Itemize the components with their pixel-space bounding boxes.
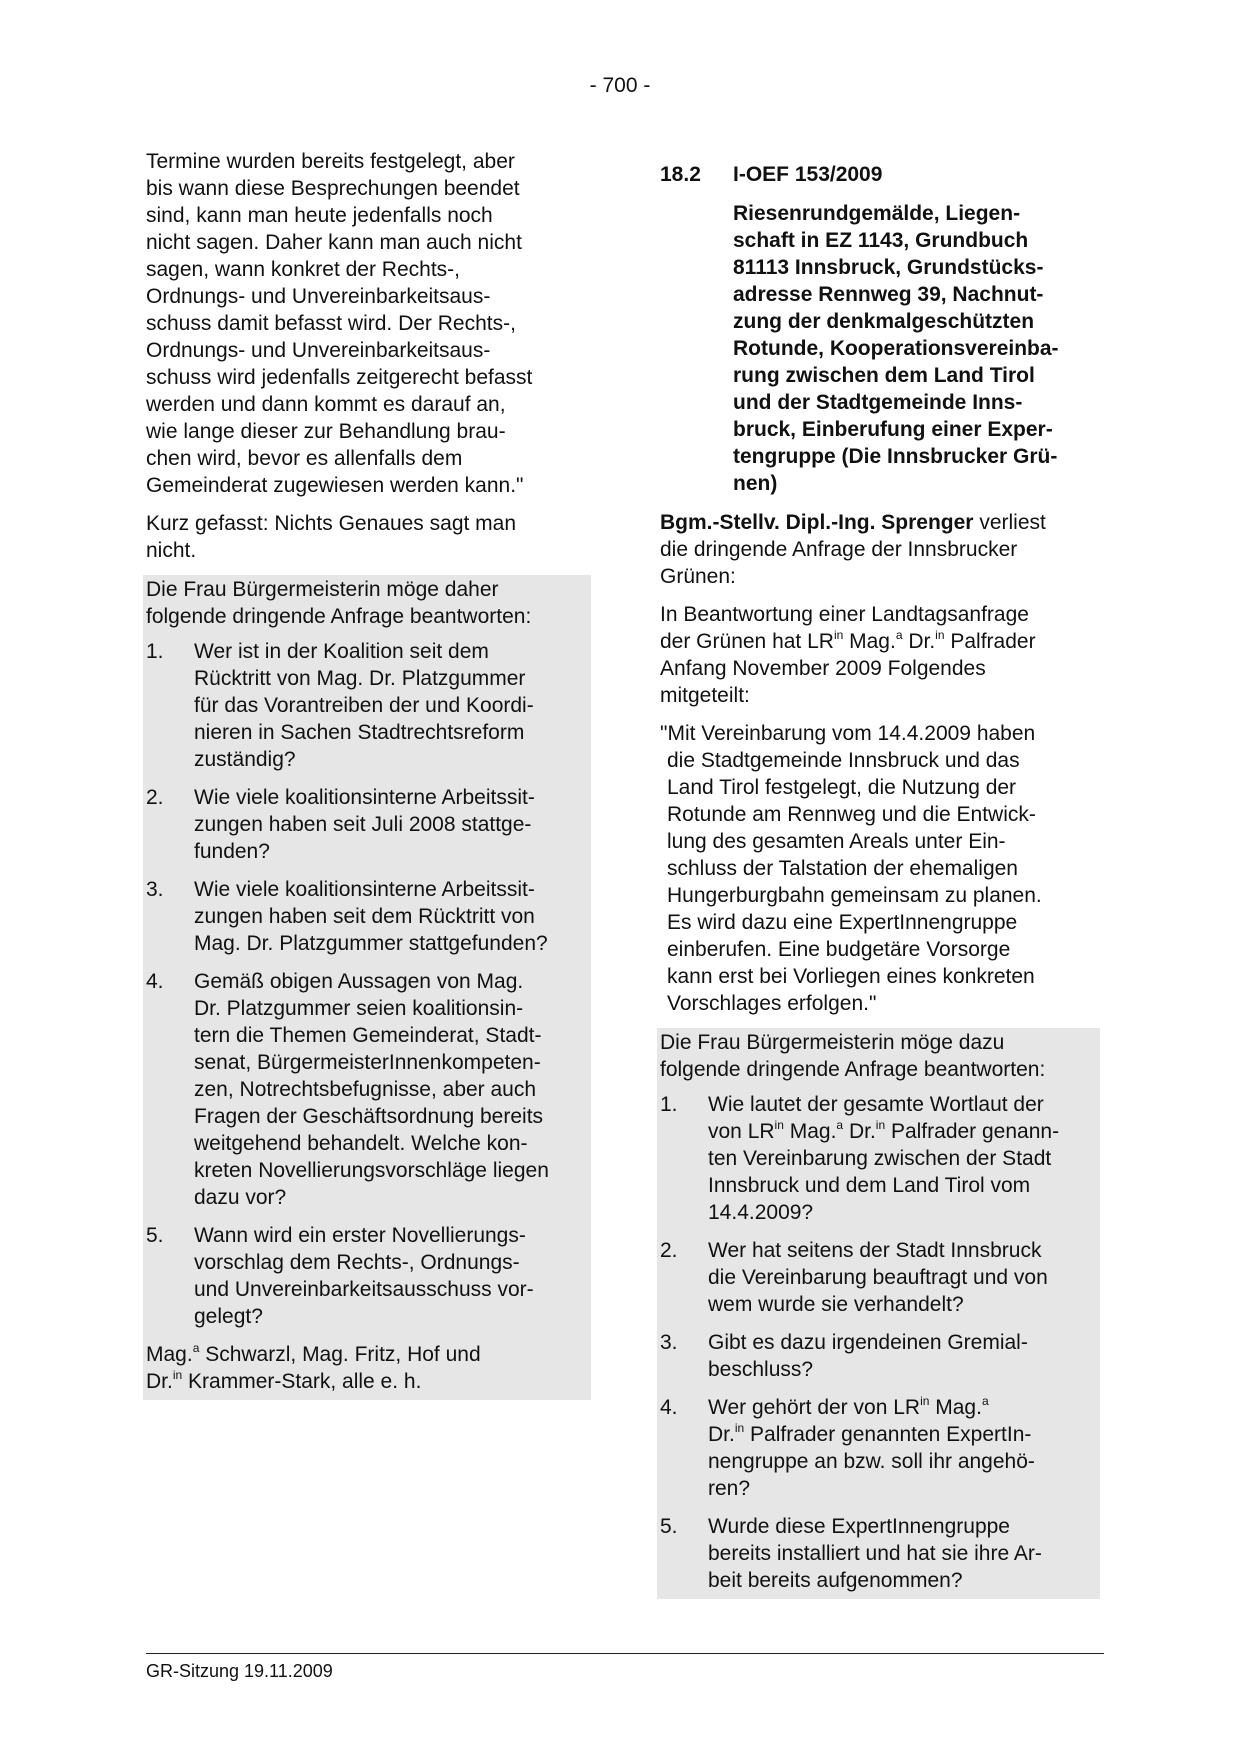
question-text bbox=[708, 1329, 1097, 1383]
text-line: Rücktritt von Mag. Dr. Platzgummer bbox=[194, 667, 526, 690]
text-line: ren? bbox=[708, 1477, 751, 1500]
text-line: Bgm.-Stellv. Dipl.-Ing. Sprenger verliest bbox=[660, 511, 1046, 534]
question-number: 1. bbox=[660, 1093, 678, 1116]
text-line: lung des gesamten Areals unter Ein- bbox=[667, 830, 1006, 853]
question-item bbox=[146, 968, 588, 1211]
text-line: Mag.$^a$ Schwarzl, Mag. Fritz, Hof und bbox=[146, 1341, 481, 1366]
question-number: 3. bbox=[660, 1331, 678, 1354]
question-text bbox=[194, 784, 588, 865]
question-number: 2. bbox=[146, 786, 164, 809]
text-line: Wann wird ein erster Novellierungs- bbox=[194, 1224, 526, 1247]
question-number: 4. bbox=[660, 1396, 678, 1419]
question-text bbox=[708, 1091, 1097, 1226]
text-line: der Grünen hat $LR^{in}$ Mag.$^a$ Dr.$^{in}$ Palfrader bbox=[660, 628, 1036, 653]
text-line: sind, kann man heute jedenfalls noch bbox=[146, 204, 493, 227]
text-line: sagen, wann konkret der Rechts-, bbox=[146, 258, 460, 281]
question-text bbox=[194, 968, 588, 1211]
question-item bbox=[146, 638, 588, 773]
text-line: weitgehend behandelt. Welche kon- bbox=[194, 1132, 528, 1155]
text-line: ten Vereinbarung zwischen der Stadt bbox=[708, 1147, 1052, 1170]
text-line: zung der denkmalgeschützten bbox=[733, 310, 1035, 333]
text-line: bruck, Einberufung einer Exper- bbox=[733, 418, 1053, 441]
question-text bbox=[194, 1222, 588, 1330]
text-line: Innsbruck und dem Land Tirol vom bbox=[708, 1174, 1031, 1197]
text-line: Vorschlages erfolgen." bbox=[667, 992, 877, 1015]
question-item bbox=[146, 876, 588, 957]
text-line: nen) bbox=[733, 472, 778, 495]
text-line: tern die Themen Gemeinderat, Stadt- bbox=[194, 1024, 542, 1047]
right-column bbox=[660, 148, 1100, 1599]
question-list bbox=[660, 1091, 1097, 1594]
text-line: Riesenrundgemälde, Liegen- bbox=[733, 202, 1021, 225]
text-line: wem wurde sie verhandelt? bbox=[708, 1293, 964, 1316]
text-line: senat, BürgermeisterInnenkompeten- bbox=[194, 1051, 541, 1074]
text-line: Gemäß obigen Aussagen von Mag. bbox=[194, 970, 524, 993]
text-line: funden? bbox=[194, 840, 270, 863]
text-line: folgende dringende Anfrage beantworten: bbox=[660, 1058, 1046, 1081]
question-text bbox=[708, 1513, 1097, 1594]
text-line: adresse Rennweg 39, Nachnut- bbox=[733, 283, 1044, 306]
text-line: Land Tirol festgelegt, die Nutzung der bbox=[667, 776, 1017, 799]
question-number: 5. bbox=[660, 1515, 678, 1538]
text-line: Dr.$^{in}$ Palfrader genannten ExpertIn- bbox=[708, 1421, 1032, 1446]
text-line: bis wann diese Besprechungen beendet bbox=[146, 177, 520, 200]
text-line: Mag. Dr. Platzgummer stattgefunden? bbox=[194, 932, 548, 955]
question-text bbox=[708, 1237, 1097, 1318]
text-line: schluss der Talstation der ehemaligen bbox=[667, 857, 1018, 880]
summary-paragraph bbox=[146, 510, 591, 564]
text-line: zen, Notrechtsbefugnisse, aber auch bbox=[194, 1078, 537, 1101]
text-line: werden und dann kommt es darauf an, bbox=[146, 393, 506, 416]
question-item bbox=[660, 1237, 1097, 1318]
text-line: Wer hat seitens der Stadt Innsbruck bbox=[708, 1239, 1042, 1262]
question-number: 2. bbox=[660, 1239, 678, 1262]
text-line: Wurde diese ExpertInnengruppe bbox=[708, 1515, 1010, 1538]
text-line: Die Frau Bürgermeisterin möge dazu bbox=[660, 1031, 1005, 1054]
text-line: Ordnungs- und Unvereinbarkeitsaus- bbox=[146, 285, 491, 308]
text-line: zungen haben seit dem Rücktritt von bbox=[194, 905, 535, 928]
signatories bbox=[146, 1341, 588, 1395]
quote-continuation bbox=[146, 148, 591, 499]
text-line: bereits installiert und hat sie ihre Ar- bbox=[708, 1542, 1042, 1565]
text-line: Dr. Platzgummer seien koalitionsin- bbox=[194, 997, 524, 1020]
text-line: Hungerburgbahn gemeinsam zu planen. bbox=[667, 884, 1042, 907]
text-line: und Unvereinbarkeitsausschuss vor- bbox=[194, 1278, 534, 1301]
text-line: Ordnungs- und Unvereinbarkeitsaus- bbox=[146, 339, 491, 362]
text-line: wie lange dieser zur Behandlung brau- bbox=[146, 420, 506, 443]
text-line: Anfang November 2009 Folgendes bbox=[660, 657, 986, 680]
text-line: "Mit Vereinbarung vom 14.4.2009 haben bbox=[660, 722, 1036, 745]
footer-text: GR-Sitzung 19.11.2009 bbox=[146, 1661, 333, 1681]
text-line: Wie lautet der gesamte Wortlaut der bbox=[708, 1093, 1044, 1116]
inquiry-block bbox=[657, 1028, 1100, 1599]
text-line: rung zwischen dem Land Tirol bbox=[733, 364, 1035, 387]
text-line: einberufen. Eine budgetäre Vorsorge bbox=[667, 938, 1011, 961]
page-number: - 700 - bbox=[589, 74, 651, 97]
question-item bbox=[660, 1513, 1097, 1594]
text-line: Termine wurden bereits festgelegt, aber bbox=[146, 150, 515, 173]
text-line: chen wird, bevor es allenfalls dem bbox=[146, 447, 463, 470]
request-paragraph bbox=[146, 576, 588, 630]
question-number: 1. bbox=[146, 640, 164, 663]
text-line: nengruppe an bzw. soll ihr angehö- bbox=[708, 1450, 1035, 1473]
text-line: vorschlag dem Rechts-, Ordnungs- bbox=[194, 1251, 520, 1274]
intro-paragraph bbox=[660, 601, 1100, 709]
speaker-name: Bgm.-Stellv. Dipl.-Ing. Sprenger bbox=[660, 511, 974, 534]
text-line: schuss wird jedenfalls zeitgerecht befasst bbox=[146, 366, 533, 389]
text-line: tengruppe (Die Innsbrucker Grü- bbox=[733, 445, 1058, 468]
question-item bbox=[660, 1091, 1097, 1226]
text-line: schuss damit befasst wird. Der Rechts-, bbox=[146, 312, 516, 335]
footer-divider bbox=[146, 1653, 1104, 1654]
text-line: die Stadtgemeinde Innsbruck und das bbox=[667, 749, 1020, 772]
text-line: Es wird dazu eine ExpertInnengruppe bbox=[667, 911, 1018, 934]
section-subject bbox=[733, 200, 1100, 497]
question-text bbox=[194, 876, 588, 957]
text-line: die Vereinbarung beauftragt und von bbox=[708, 1266, 1048, 1289]
text-line: für das Vorantreiben der und Koordi- bbox=[194, 694, 534, 717]
text-line: nieren in Sachen Stadtrechtsreform bbox=[194, 721, 525, 744]
text-line: von $LR^{in}$ Mag.$^a$ Dr.$^{in}$ Palfrader genann- bbox=[708, 1118, 1060, 1143]
text-line: nicht. bbox=[146, 539, 197, 562]
text-line: Gibt es dazu irgendeinen Gremial- bbox=[708, 1331, 1028, 1354]
section-number: 18.2 bbox=[660, 163, 701, 186]
text-line: 14.4.2009? bbox=[708, 1201, 814, 1224]
text-line: zungen haben seit Juli 2008 stattge- bbox=[194, 813, 532, 836]
text-line: Dr.$^{in}$ Krammer-Stark, alle e. h. bbox=[146, 1368, 422, 1393]
question-number: 5. bbox=[146, 1224, 164, 1247]
question-number: 3. bbox=[146, 878, 164, 901]
text-line: schaft in EZ 1143, Grundbuch bbox=[733, 229, 1029, 252]
quote-paragraph bbox=[660, 720, 1100, 1017]
question-text bbox=[708, 1394, 1097, 1502]
text-line: Kurz gefasst: Nichts Genaues sagt man bbox=[146, 512, 517, 535]
question-item bbox=[146, 784, 588, 865]
text-line: zuständig? bbox=[194, 748, 296, 771]
left-column bbox=[146, 148, 591, 1400]
text-line: gelegt? bbox=[194, 1305, 263, 1328]
text-line: Die Frau Bürgermeisterin möge daher bbox=[146, 578, 499, 601]
text-line: Fragen der Geschäftsordnung bereits bbox=[194, 1105, 544, 1128]
question-list bbox=[146, 638, 588, 1330]
text-line: Wie viele koalitionsinterne Arbeitssit- bbox=[194, 878, 535, 901]
text-line: kann erst bei Vorliegen eines konkreten bbox=[667, 965, 1035, 988]
quote-body bbox=[667, 747, 1100, 1017]
text-line: Wer gehört der von $LR^{in}$ Mag.$^a$ bbox=[708, 1394, 989, 1419]
text-line: beit bereits aufgenommen? bbox=[708, 1569, 963, 1592]
text-line: Rotunde am Rennweg und die Entwick- bbox=[667, 803, 1036, 826]
text-line: beschluss? bbox=[708, 1358, 814, 1381]
text-line: Wer ist in der Koalition seit dem bbox=[194, 640, 489, 663]
section-heading bbox=[660, 161, 1100, 188]
reader-paragraph bbox=[660, 509, 1100, 590]
request-paragraph bbox=[660, 1029, 1097, 1083]
text-line: Rotunde, Kooperationsvereinba- bbox=[733, 337, 1059, 360]
text-line: Grünen: bbox=[660, 565, 736, 588]
question-item bbox=[146, 1222, 588, 1330]
text-line: Wie viele koalitionsinterne Arbeitssit- bbox=[194, 786, 535, 809]
inquiry-block bbox=[143, 575, 591, 1400]
text-line: die dringende Anfrage der Innsbrucker bbox=[660, 538, 1018, 561]
question-number: 4. bbox=[146, 970, 164, 993]
text-line: dazu vor? bbox=[194, 1186, 287, 1209]
question-item bbox=[660, 1394, 1097, 1502]
text-line: 81113 Innsbruck, Grundstücks- bbox=[733, 256, 1044, 279]
question-item bbox=[660, 1329, 1097, 1383]
text-line: und der Stadtgemeinde Inns- bbox=[733, 391, 1023, 414]
text-line: Gemeinderat zugewiesen werden kann." bbox=[146, 474, 524, 497]
question-text bbox=[194, 638, 588, 773]
text-line: mitgeteilt: bbox=[660, 684, 750, 707]
section-id: I-OEF 153/2009 bbox=[733, 163, 883, 186]
text-line: In Beantwortung einer Landtagsanfrage bbox=[660, 603, 1029, 626]
text-line: kreten Novellierungsvorschläge liegen bbox=[194, 1159, 549, 1182]
text-line: nicht sagen. Daher kann man auch nicht bbox=[146, 231, 522, 254]
text-line: folgende dringende Anfrage beantworten: bbox=[146, 605, 532, 628]
